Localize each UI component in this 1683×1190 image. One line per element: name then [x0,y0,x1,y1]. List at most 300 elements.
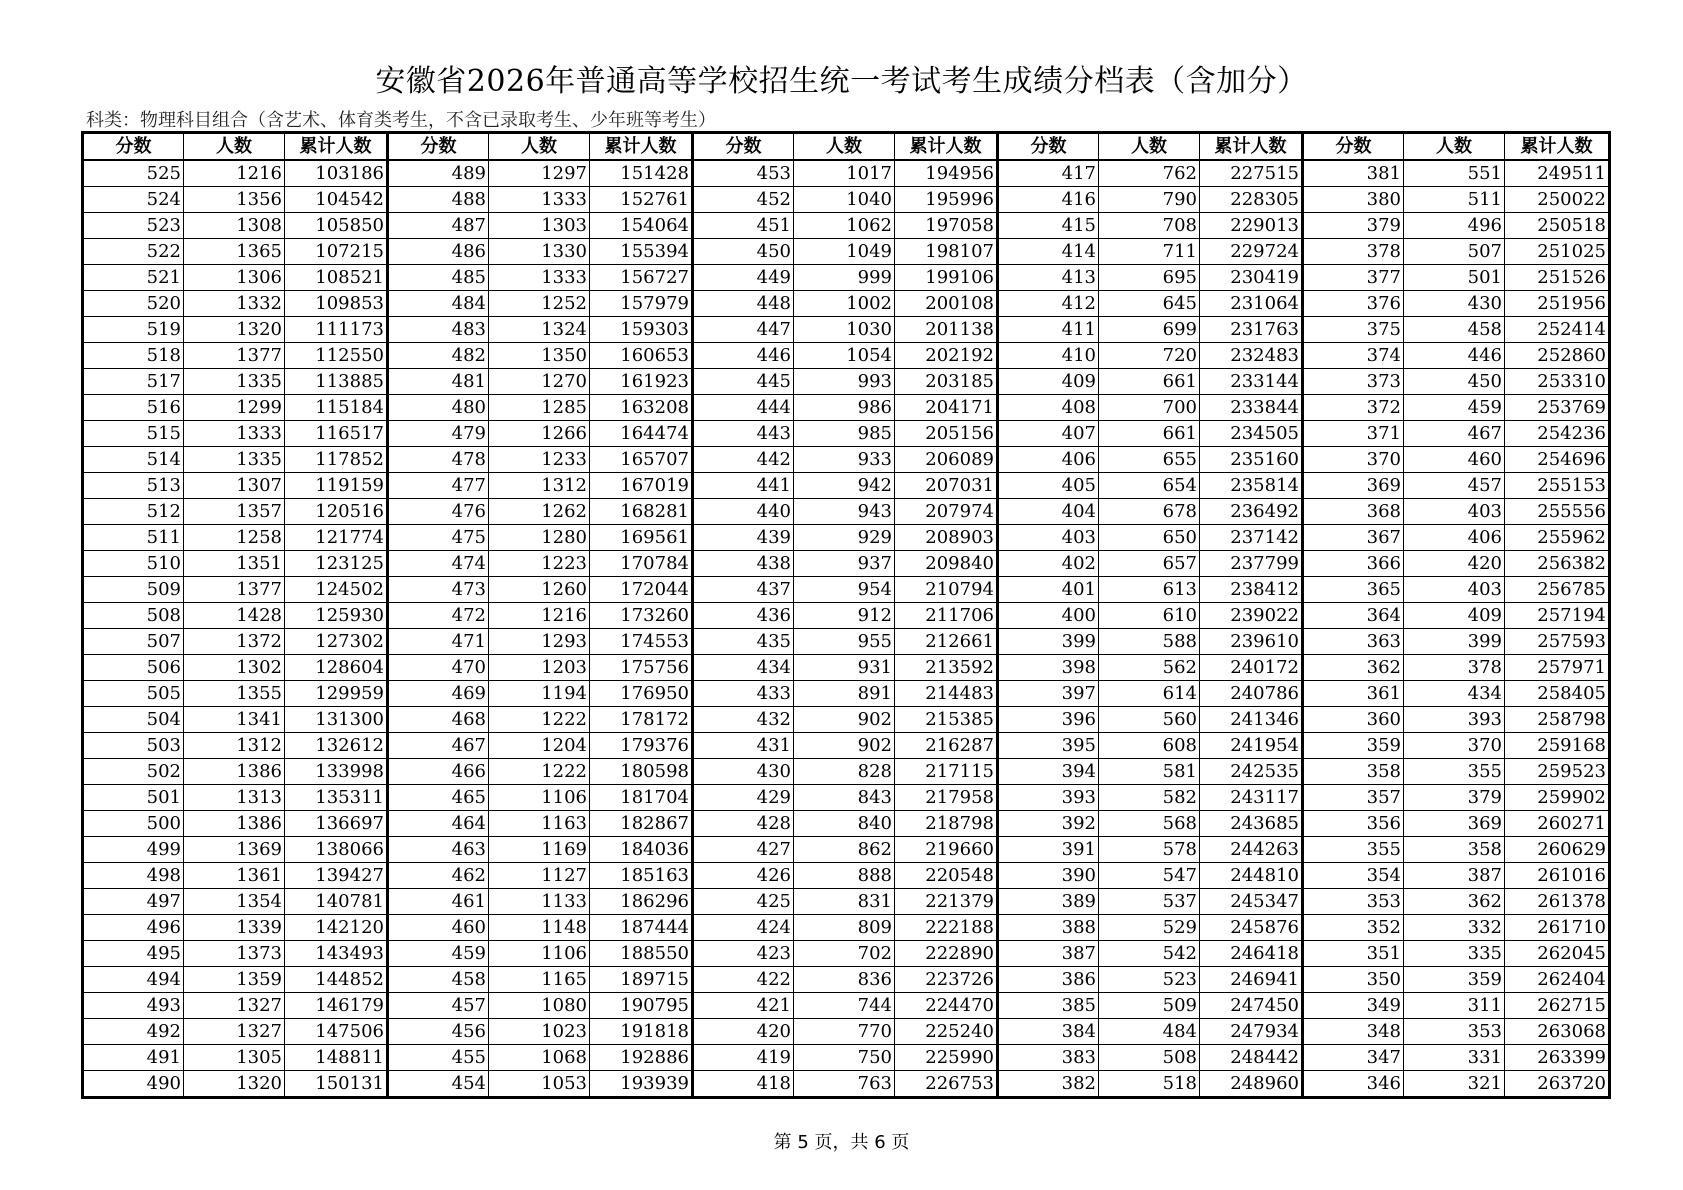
table-cell: 408 [998,395,1099,421]
table-cell: 116517 [285,421,388,447]
table-cell: 529 [1099,915,1200,941]
table-cell: 1327 [184,993,285,1019]
table-cell: 150131 [285,1071,388,1098]
table-cell: 430 [1404,291,1505,317]
table-cell: 311 [1404,993,1505,1019]
table-cell: 455 [388,1045,489,1071]
table-cell: 117852 [285,447,388,473]
table-cell: 393 [998,785,1099,811]
table-cell: 1223 [489,551,590,577]
table-cell: 261710 [1505,915,1610,941]
table-cell: 400 [998,603,1099,629]
table-cell: 208903 [895,525,998,551]
table-cell: 349 [1303,993,1404,1019]
table-cell: 235814 [1200,473,1303,499]
table-row [83,681,1610,707]
table-cell: 547 [1099,863,1200,889]
table-cell: 450 [1404,369,1505,395]
table-cell: 359 [1404,967,1505,993]
table-cell: 568 [1099,811,1200,837]
table-cell: 169561 [590,525,693,551]
table-cell: 353 [1404,1019,1505,1045]
table-cell: 143493 [285,941,388,967]
table-cell: 445 [693,369,794,395]
table-cell: 228305 [1200,187,1303,213]
table-cell: 986 [794,395,895,421]
table-cell: 1106 [489,785,590,811]
table-cell: 1204 [489,733,590,759]
table-cell: 943 [794,499,895,525]
table-cell: 468 [388,707,489,733]
table-cell: 251956 [1505,291,1610,317]
table-cell: 491 [83,1045,184,1071]
table-cell: 711 [1099,239,1200,265]
table-cell: 242535 [1200,759,1303,785]
table-cell: 508 [83,603,184,629]
table-cell: 763 [794,1071,895,1098]
table-cell: 720 [1099,343,1200,369]
table-cell: 245347 [1200,889,1303,915]
table-cell: 1062 [794,213,895,239]
table-cell: 200108 [895,291,998,317]
table-cell: 419 [693,1045,794,1071]
table-cell: 366 [1303,551,1404,577]
table-cell: 1333 [184,421,285,447]
table-cell: 750 [794,1045,895,1071]
table-cell: 496 [83,915,184,941]
table-cell: 518 [1099,1071,1200,1098]
table-cell: 237142 [1200,525,1303,551]
table-cell: 392 [998,811,1099,837]
table-cell: 1356 [184,187,285,213]
table-row [83,1045,1610,1071]
table-cell: 401 [998,577,1099,603]
table-cell: 187444 [590,915,693,941]
table-cell: 213592 [895,655,998,681]
table-cell: 474 [388,551,489,577]
table-cell: 216287 [895,733,998,759]
table-cell: 369 [1404,811,1505,837]
table-cell: 237799 [1200,551,1303,577]
table-cell: 384 [998,1019,1099,1045]
table-cell: 608 [1099,733,1200,759]
table-cell: 1335 [184,369,285,395]
table-cell: 521 [83,265,184,291]
table-cell: 581 [1099,759,1200,785]
table-cell: 1354 [184,889,285,915]
table-cell: 451 [693,213,794,239]
table-cell: 238412 [1200,577,1303,603]
table-cell: 472 [388,603,489,629]
table-cell: 484 [388,291,489,317]
table-cell: 902 [794,733,895,759]
table-cell: 248960 [1200,1071,1303,1098]
table-cell: 1068 [489,1045,590,1071]
table-cell: 487 [388,213,489,239]
table-cell: 433 [693,681,794,707]
table-cell: 109853 [285,291,388,317]
table-cell: 255153 [1505,473,1610,499]
table-cell: 1262 [489,499,590,525]
table-cell: 431 [693,733,794,759]
table-cell: 258798 [1505,707,1610,733]
table-cell: 508 [1099,1045,1200,1071]
table-cell: 449 [693,265,794,291]
table-cell: 578 [1099,837,1200,863]
table-cell: 172044 [590,577,693,603]
table-cell: 423 [693,941,794,967]
column-header: 人数 [1099,133,1200,161]
table-row [83,369,1610,395]
table-cell: 135311 [285,785,388,811]
table-cell: 361 [1303,681,1404,707]
table-cell: 480 [388,395,489,421]
table-row [83,733,1610,759]
table-cell: 243117 [1200,785,1303,811]
table-cell: 503 [83,733,184,759]
table-cell: 369 [1303,473,1404,499]
table-cell: 1341 [184,707,285,733]
table-cell: 127302 [285,629,388,655]
table-cell: 112550 [285,343,388,369]
table-cell: 374 [1303,343,1404,369]
table-cell: 405 [998,473,1099,499]
table-cell: 424 [693,915,794,941]
table-cell: 178172 [590,707,693,733]
table-cell: 489 [388,160,489,187]
table-cell: 1216 [184,160,285,187]
table-cell: 441 [693,473,794,499]
table-cell: 147506 [285,1019,388,1045]
table-cell: 1312 [184,733,285,759]
table-cell: 241954 [1200,733,1303,759]
table-cell: 202192 [895,343,998,369]
table-cell: 1372 [184,629,285,655]
table-cell: 613 [1099,577,1200,603]
table-cell: 190795 [590,993,693,1019]
table-cell: 413 [998,265,1099,291]
table-cell: 393 [1404,707,1505,733]
table-cell: 351 [1303,941,1404,967]
table-cell: 199106 [895,265,998,291]
table-cell: 432 [693,707,794,733]
table-cell: 459 [388,941,489,967]
table-cell: 370 [1303,447,1404,473]
table-row [83,1071,1610,1098]
table-cell: 425 [693,889,794,915]
table-cell: 360 [1303,707,1404,733]
table-cell: 416 [998,187,1099,213]
table-cell: 762 [1099,160,1200,187]
table-cell: 469 [388,681,489,707]
table-cell: 364 [1303,603,1404,629]
table-cell: 241346 [1200,707,1303,733]
column-header: 分数 [388,133,489,161]
table-cell: 655 [1099,447,1200,473]
table-cell: 260629 [1505,837,1610,863]
table-cell: 516 [83,395,184,421]
table-cell: 368 [1303,499,1404,525]
table-cell: 377 [1303,265,1404,291]
table-cell: 191818 [590,1019,693,1045]
table-cell: 1023 [489,1019,590,1045]
table-cell: 236492 [1200,499,1303,525]
table-cell: 209840 [895,551,998,577]
table-cell: 247450 [1200,993,1303,1019]
table-cell: 214483 [895,681,998,707]
table-cell: 167019 [590,473,693,499]
table-cell: 507 [1404,239,1505,265]
table-cell: 257971 [1505,655,1610,681]
table-cell: 160653 [590,343,693,369]
table-cell: 831 [794,889,895,915]
table-row [83,707,1610,733]
category-subtitle: 科类：物理科目组合（含艺术、体育类考生，不含已录取考生、少年班等考生） [86,110,716,131]
table-cell: 399 [1404,629,1505,655]
table-cell: 942 [794,473,895,499]
table-cell: 363 [1303,629,1404,655]
table-cell: 985 [794,421,895,447]
table-cell: 221379 [895,889,998,915]
column-header: 分数 [693,133,794,161]
table-cell: 1260 [489,577,590,603]
table-cell: 467 [1404,421,1505,447]
table-cell: 454 [388,1071,489,1098]
table-cell: 226753 [895,1071,998,1098]
table-cell: 933 [794,447,895,473]
table-cell: 380 [1303,187,1404,213]
table-cell: 523 [83,213,184,239]
table-cell: 262404 [1505,967,1610,993]
table-cell: 125930 [285,603,388,629]
table-cell: 218798 [895,811,998,837]
table-cell: 388 [998,915,1099,941]
table-cell: 1330 [489,239,590,265]
table-cell: 321 [1404,1071,1505,1098]
column-header: 人数 [1404,133,1505,161]
table-cell: 1302 [184,655,285,681]
table-cell: 1106 [489,941,590,967]
table-cell: 240786 [1200,681,1303,707]
table-cell: 193939 [590,1071,693,1098]
table-cell: 108521 [285,265,388,291]
table-cell: 152761 [590,187,693,213]
table-cell: 695 [1099,265,1200,291]
table-cell: 246941 [1200,967,1303,993]
table-cell: 168281 [590,499,693,525]
table-header-row [83,133,1610,161]
score-distribution-table [81,131,1611,1099]
table-cell: 1297 [489,160,590,187]
table-cell: 1194 [489,681,590,707]
table-cell: 1313 [184,785,285,811]
table-cell: 123125 [285,551,388,577]
table-cell: 1285 [489,395,590,421]
table-cell: 484 [1099,1019,1200,1045]
table-cell: 262045 [1505,941,1610,967]
table-cell: 495 [83,941,184,967]
table-cell: 420 [1404,551,1505,577]
table-cell: 356 [1303,811,1404,837]
table-cell: 140781 [285,889,388,915]
table-cell: 434 [1404,681,1505,707]
table-cell: 174553 [590,629,693,655]
table-cell: 382 [998,1071,1099,1098]
table-cell: 1258 [184,525,285,551]
table-cell: 840 [794,811,895,837]
table-cell: 104542 [285,187,388,213]
table-cell: 372 [1303,395,1404,421]
table-cell: 511 [83,525,184,551]
table-cell: 467 [388,733,489,759]
table-cell: 263720 [1505,1071,1610,1098]
table-cell: 175756 [590,655,693,681]
table-cell: 502 [83,759,184,785]
column-header: 人数 [489,133,590,161]
table-cell: 955 [794,629,895,655]
table-row [83,915,1610,941]
table-cell: 362 [1404,889,1505,915]
table-cell: 770 [794,1019,895,1045]
table-cell: 244263 [1200,837,1303,863]
table-cell: 352 [1303,915,1404,941]
table-cell: 189715 [590,967,693,993]
table-cell: 367 [1303,525,1404,551]
table-cell: 255962 [1505,525,1610,551]
table-cell: 231763 [1200,317,1303,343]
table-cell: 1351 [184,551,285,577]
table-cell: 522 [83,239,184,265]
table-cell: 185163 [590,863,693,889]
table-cell: 1359 [184,967,285,993]
table-cell: 1312 [489,473,590,499]
column-header: 累计人数 [285,133,388,161]
table-cell: 993 [794,369,895,395]
table-cell: 1148 [489,915,590,941]
table-cell: 470 [388,655,489,681]
table-cell: 139427 [285,863,388,889]
table-cell: 184036 [590,837,693,863]
table-cell: 458 [1404,317,1505,343]
table-cell: 501 [83,785,184,811]
table-cell: 504 [83,707,184,733]
table-cell: 1305 [184,1045,285,1071]
table-cell: 225990 [895,1045,998,1071]
table-cell: 512 [83,499,184,525]
table-cell: 1299 [184,395,285,421]
column-header: 累计人数 [895,133,998,161]
column-header: 累计人数 [1200,133,1303,161]
table-cell: 505 [83,681,184,707]
table-cell: 1386 [184,759,285,785]
table-cell: 560 [1099,707,1200,733]
table-cell: 252414 [1505,317,1610,343]
table-cell: 121774 [285,525,388,551]
table-row [83,603,1610,629]
table-cell: 702 [794,941,895,967]
table-row [83,291,1610,317]
table-cell: 499 [83,837,184,863]
table-cell: 115184 [285,395,388,421]
table-cell: 1080 [489,993,590,1019]
table-cell: 657 [1099,551,1200,577]
table-cell: 519 [83,317,184,343]
table-row [83,863,1610,889]
table-cell: 466 [388,759,489,785]
table-cell: 426 [693,863,794,889]
table-cell: 406 [998,447,1099,473]
table-cell: 479 [388,421,489,447]
table-cell: 486 [388,239,489,265]
table-cell: 1386 [184,811,285,837]
table-cell: 457 [388,993,489,1019]
table-cell: 699 [1099,317,1200,343]
table-cell: 355 [1404,759,1505,785]
table-cell: 1373 [184,941,285,967]
table-cell: 375 [1303,317,1404,343]
table-cell: 119159 [285,473,388,499]
table-cell: 385 [998,993,1099,1019]
table-cell: 412 [998,291,1099,317]
table-cell: 430 [693,759,794,785]
column-header: 累计人数 [1505,133,1610,161]
table-cell: 180598 [590,759,693,785]
table-cell: 929 [794,525,895,551]
table-cell: 478 [388,447,489,473]
table-cell: 255556 [1505,499,1610,525]
table-cell: 239610 [1200,629,1303,655]
table-cell: 442 [693,447,794,473]
table-cell: 259523 [1505,759,1610,785]
table-cell: 371 [1303,421,1404,447]
table-cell: 176950 [590,681,693,707]
table-cell: 389 [998,889,1099,915]
table-cell: 428 [693,811,794,837]
table-cell: 398 [998,655,1099,681]
table-row [83,317,1610,343]
table-row [83,421,1610,447]
table-cell: 170784 [590,551,693,577]
table-cell: 436 [693,603,794,629]
table-cell: 438 [693,551,794,577]
table-cell: 411 [998,317,1099,343]
table-cell: 700 [1099,395,1200,421]
table-cell: 217958 [895,785,998,811]
table-cell: 257593 [1505,629,1610,655]
table-cell: 654 [1099,473,1200,499]
table-cell: 1327 [184,1019,285,1045]
table-cell: 429 [693,785,794,811]
table-cell: 355 [1303,837,1404,863]
table-cell: 387 [1404,863,1505,889]
table-cell: 403 [1404,499,1505,525]
table-cell: 828 [794,759,895,785]
table-cell: 1280 [489,525,590,551]
table-row [83,551,1610,577]
table-cell: 155394 [590,239,693,265]
table-cell: 240172 [1200,655,1303,681]
table-cell: 378 [1404,655,1505,681]
table-cell: 744 [794,993,895,1019]
table-cell: 790 [1099,187,1200,213]
table-cell: 448 [693,291,794,317]
table-cell: 261378 [1505,889,1610,915]
table-cell: 409 [998,369,1099,395]
table-row [83,213,1610,239]
table-cell: 173260 [590,603,693,629]
table-cell: 348 [1303,1019,1404,1045]
table-cell: 562 [1099,655,1200,681]
